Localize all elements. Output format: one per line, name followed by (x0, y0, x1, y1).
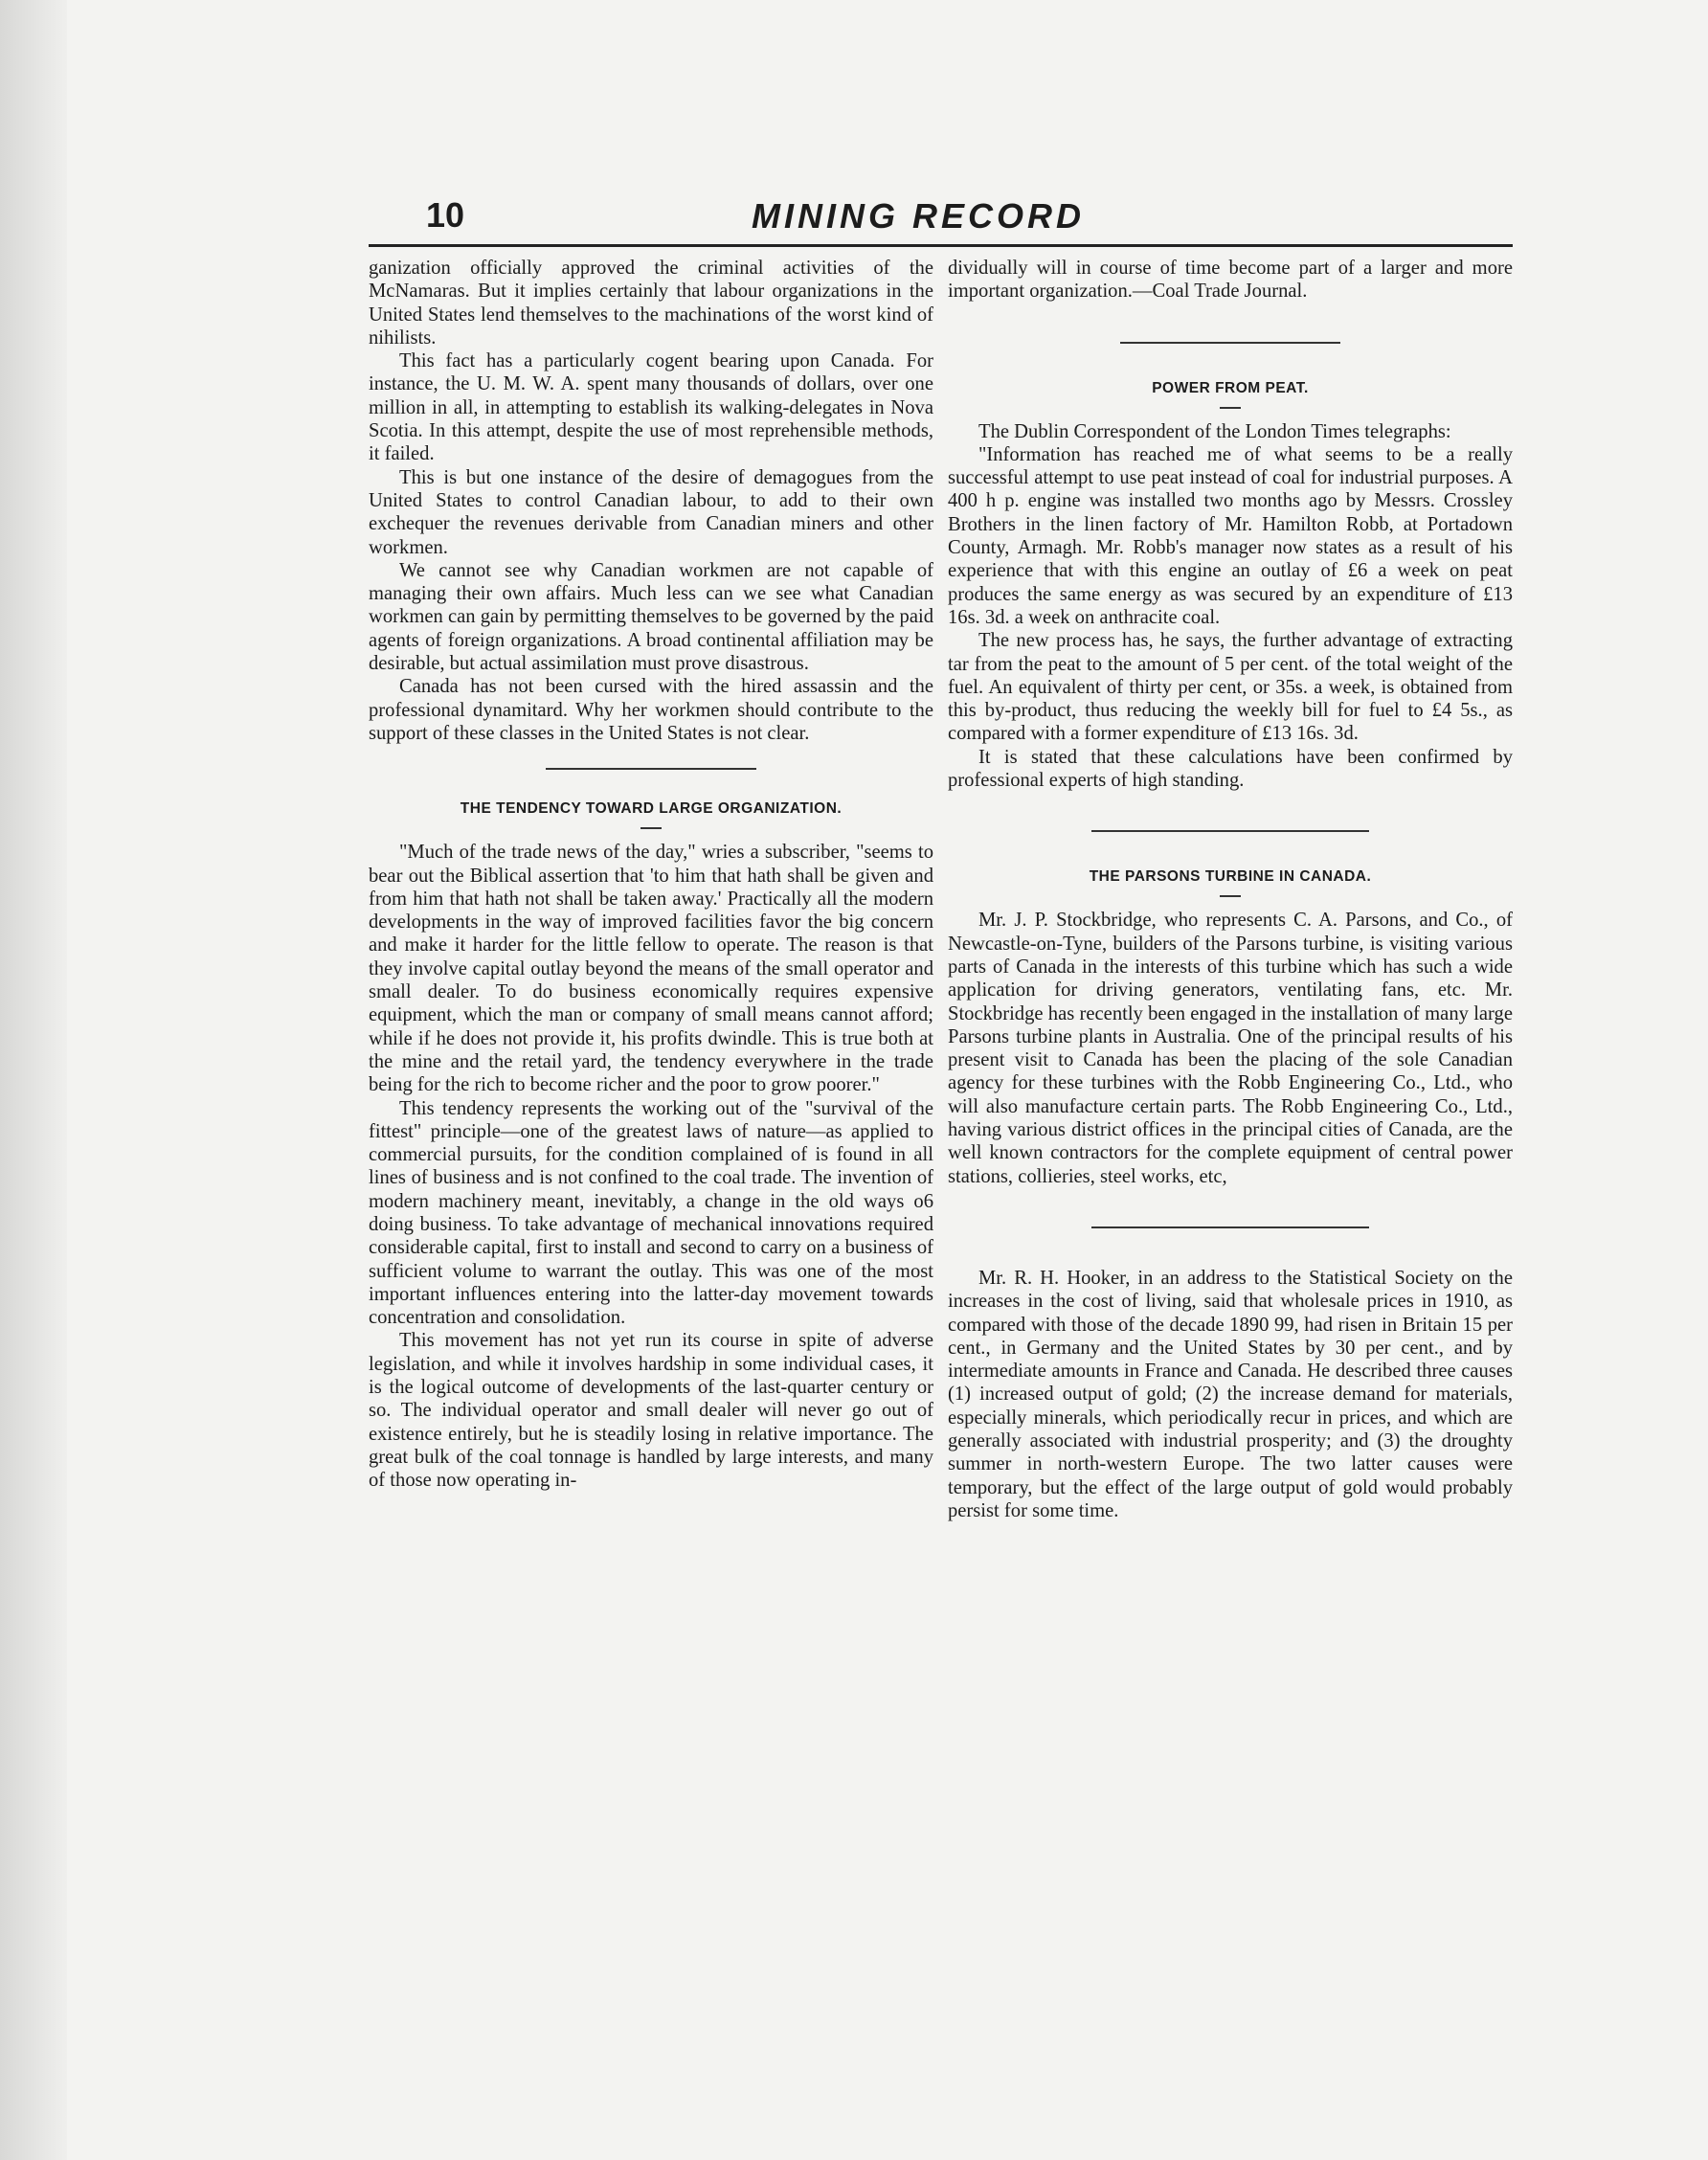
section-heading: POWER FROM PEAT. (1152, 379, 1309, 396)
paragraph: Mr. R. H. Hooker, in an address to the Statistical Society on the increases in the cost of living, said that wholesale prices in 1910, as compared with those of the decade 1890 99, had risen in Britain 15 per cent., in Germany and the United States by 30 per cent., and by intermediate amounts in France and Canada. He described three causes (1) increased output of gold; (2) the increase demand for materials, especially minerals, which periodically recur in prices, and which are generally associated with industrial prosperity; and (3) the droughty summer in north-western Europe. The two latter causes were temporary, but the effect of the large output of gold would probably persist for some time. (948, 1267, 1513, 1521)
paragraph: This fact has a particularly cogent bearing upon Canada. For instance, the U. M. W. A. spent many thousands of dollars, over one million in all, in attempting to establish its walking-delegates in Nova Scotia. In this attempt, despite the use of most reprehensible methods, it failed. (369, 350, 933, 465)
paragraph: This tendency represents the working out of the "survival of the fittest" principle—one of the greatest laws of nature—as applied to commercial pursuits, for the condition complained of is found in all lines of business and is not confined to the coal trade. The invention of modern machinery meant, inevitably, a change in the old ways o6 doing business. To take advantage of mechanical innovations required considerable capital, first to install and second to carry on a business of sufficient volume to warrant the outlay. This was one of the most important influences entering into the latter-day movement towards concentration and consolidation. (369, 1097, 933, 1329)
paragraph: ganization officially approved the criminal activities of the McNamaras. But it implies certainly that labour organizations in the United States lend themselves to the machinations of the worst kind of nihilists. (369, 258, 933, 349)
page-header (369, 196, 1517, 254)
paragraph: dividually will in course of time become part of a larger and more important organization.—Coal Trade Journal. (948, 258, 1513, 303)
paragraph: The new process has, he says, the further advantage of extracting tar from the peat to the amount of 5 per cent. of the total weight of the fuel. An equivalent of thirty per cent, or 35s. a week, is obtained from this by-product, thus reducing the weekly bill for fuel to £4 5s., as compared with a former expenditure of £13 16s. 3d. (948, 630, 1513, 745)
paragraph: "Much of the trade news of the day," wries a subscriber, "seems to bear out the Biblical assertion that 'to him that hath shall be given and from him that hath not shall be taken away.' Practically all the modern developments in the way of improved facilities favor the big concern and make it harder for the little fellow to operate. The reason is that they involve capital outlay beyond the means of the small operator and small dealer. To do business economically requires expensive equipment, which the man or company of small means cannot afford; while if he does not provide it, his profits dwindle. This is true both at the mine and the retail yard, the tendency everywhere in the trade being for the rich to become richer and the poor to grow poorer." (369, 842, 933, 1096)
binding-shadow (0, 0, 67, 2160)
heading-dash (1220, 895, 1241, 897)
paragraph: Mr. J. P. Stockbridge, who represents C. A. Parsons, and Co., of Newcastle-on-Tyne, builders of the Parsons turbine, is visiting various parts of Canada in the interests of this turbine which has such a wide application for driving generators, ventilating fans, etc. Mr. Stockbridge has recently been engaged in the installation of many large Parsons turbine plants in Australia. One of the principal results of his present visit to Canada has been the placing of the sole Canadian agency for these turbines with the Robb Engineering Co., Ltd., who will also manufacture certain parts. The Robb Engineering Co., Ltd., having various district offices in the principal cities of Canada, are the well known contractors for the complete equipment of central power stations, collieries, steel works, etc, (948, 910, 1513, 1187)
section-heading: THE PARSONS TURBINE IN CANADA. (1089, 868, 1372, 886)
paragraph: "Information has reached me of what seems to be a really successful attempt to use peat instead of coal for industrial purposes. A 400 h p. engine was installed two months ago by Messrs. Crossley Brothers in the linen factory of Mr. Hamilton Robb, at Portadown County, Armagh. Mr. Robb's manager now states as a result of his experience that with this engine an outlay of £6 a week on peat produces the same energy as was secured by an expenditure of £13 16s. 3d. a week on anthracite coal. (948, 443, 1513, 628)
right-column (948, 257, 1513, 1522)
paragraph: This is but one instance of the desire of demagogues from the United States to control Canadian labour, to add to their own exchequer the revenues derivable from Canadian miners and other workmen. (369, 466, 933, 558)
section-divider (546, 768, 756, 770)
heading-dash (1220, 407, 1241, 409)
section-divider (1091, 830, 1369, 832)
heading-dash (640, 827, 662, 829)
paragraph: The Dublin Correspondent of the London Times telegraphs: (978, 420, 1451, 442)
section-divider (1091, 1226, 1369, 1228)
left-column (369, 257, 933, 1493)
paragraph: This movement has not yet run its course in spite of adverse legislation, and while it involves hardship in some individual cases, it is the logical outcome of developments of the last-quarter century or so. The individual operator and small dealer will never go out of existence entirely, but he is steadily losing in relative importance. The great bulk of the coal tonnage is handled by large interests, and many of those now operating in- (369, 1330, 933, 1492)
paragraph: It is stated that these calculations have been confirmed by professional experts of high standing. (948, 746, 1513, 792)
paragraph: Canada has not been cursed with the hired assassin and the professional dynamitard. Why her workmen should contribute to the support of these classes in the United States is not clear. (369, 676, 933, 744)
header-rule (369, 244, 1513, 247)
page-title: MINING RECORD (752, 196, 1085, 236)
section-divider (1120, 342, 1340, 344)
page-number: 10 (426, 195, 465, 235)
paragraph: We cannot see why Canadian workmen are not capable of managing their own affairs. Much less can we see what Canadian workmen can gain by permitting themselves to be governed by the paid agents of foreign organizations. A broad continental affiliation may be desirable, but actual assimilation must prove disastrous. (369, 559, 933, 675)
section-heading: THE TENDENCY TOWARD LARGE ORGANIZATION. (460, 800, 843, 818)
